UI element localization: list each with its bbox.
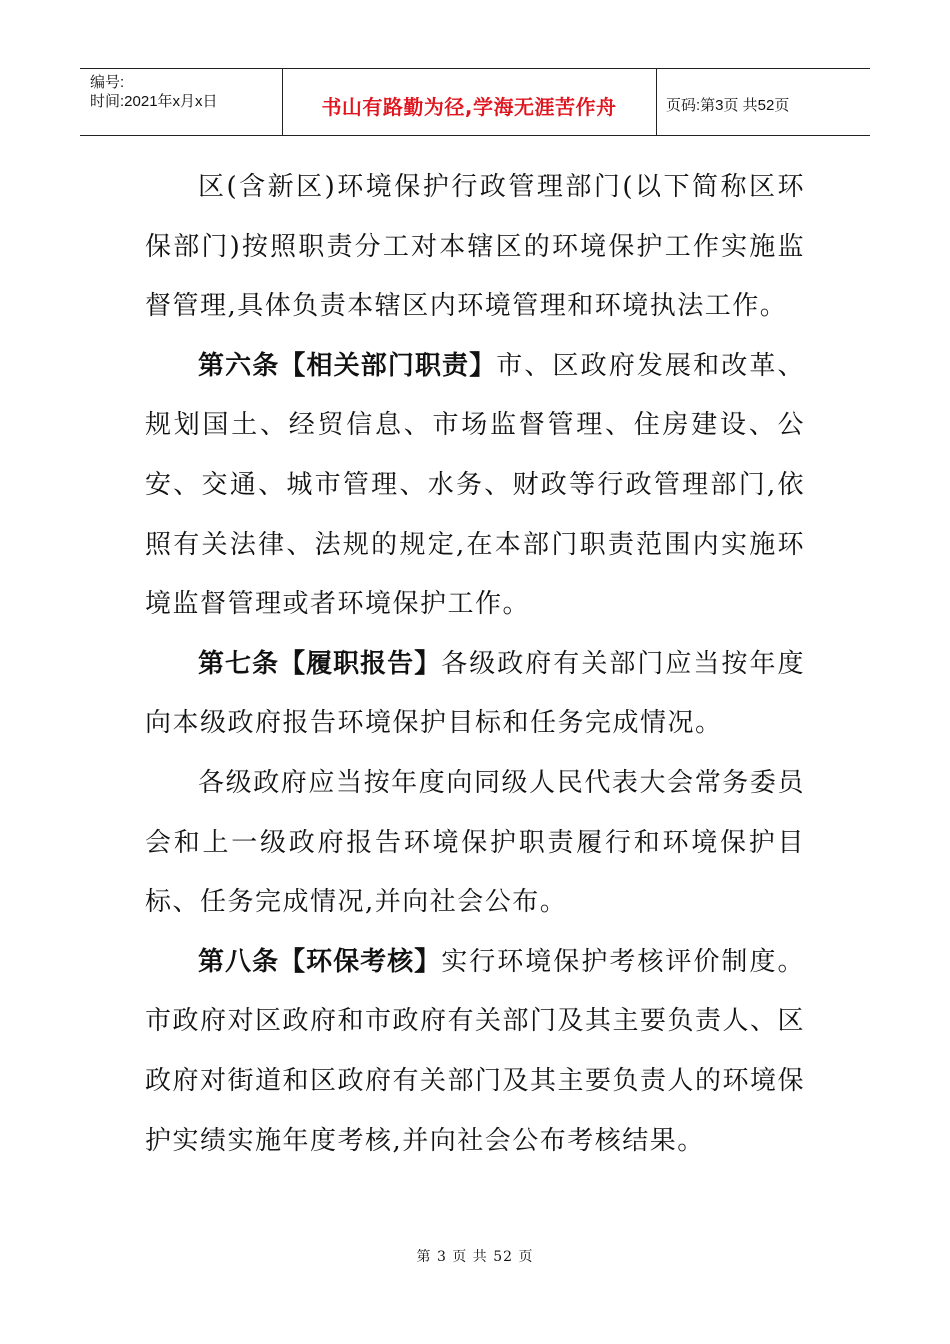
article-8-text: 实行环境保护考核评价制度。市政府对区政府和市政府有关部门及其主要负责人、区政府对街道和区政府有关部门及其主要负责人的环境保护实绩实施年度考核,并向社会公布考核结果。 xyxy=(145,946,806,1156)
article-6-heading: 第六条【相关部门职责】 xyxy=(198,350,497,381)
page-footer: 第 3 页 共 52 页 xyxy=(416,1249,534,1265)
header-meta xyxy=(90,73,218,111)
paragraph-text: 各级政府应当按年度向同级人民代表大会常务委员会和上一级政府报告环境保护职责履行和环境保护目标、任务完成情况,并向社会公布。 xyxy=(145,767,805,918)
header-time-label: 时间:2021年x月x日 xyxy=(90,93,218,110)
paragraph-district-departments xyxy=(145,158,805,337)
document-body xyxy=(145,158,805,1171)
article-7-text: 各级政府有关部门应当按年度向本级政府报告环境保护目标和任务完成情况。 xyxy=(145,648,805,739)
header-page-info: 页码:第3页 共52页 xyxy=(666,96,790,114)
document-header xyxy=(80,68,870,136)
header-number-label: 编号: xyxy=(90,74,125,91)
article-7-second-paragraph xyxy=(145,754,805,933)
header-motto: 书山有路勤为径,学海无涯苦作舟 xyxy=(321,94,617,119)
article-7-paragraph xyxy=(145,635,805,754)
article-6-text: 市、区政府发展和改革、规划国土、经贸信息、市场监督管理、住房建设、公安、交通、城市管理、水务、财政等行政管理部门,依照有关法律、法规的规定,在本部门职责范围内实施环境监督管理或者环境保护工作。 xyxy=(145,350,805,620)
article-7-heading: 第七条【履职报告】 xyxy=(198,648,442,679)
article-8-heading: 第八条【环保考核】 xyxy=(198,946,442,977)
header-divider-right xyxy=(656,69,657,135)
article-8-paragraph xyxy=(145,933,805,1171)
paragraph-text: 区(含新区)环境保护行政管理部门(以下简称区环保部门)按照职责分工对本辖区的环境保护工作实施监督管理,具体负责本辖区内环境管理和环境执法工作。 xyxy=(145,172,805,322)
article-6-paragraph xyxy=(145,337,805,635)
